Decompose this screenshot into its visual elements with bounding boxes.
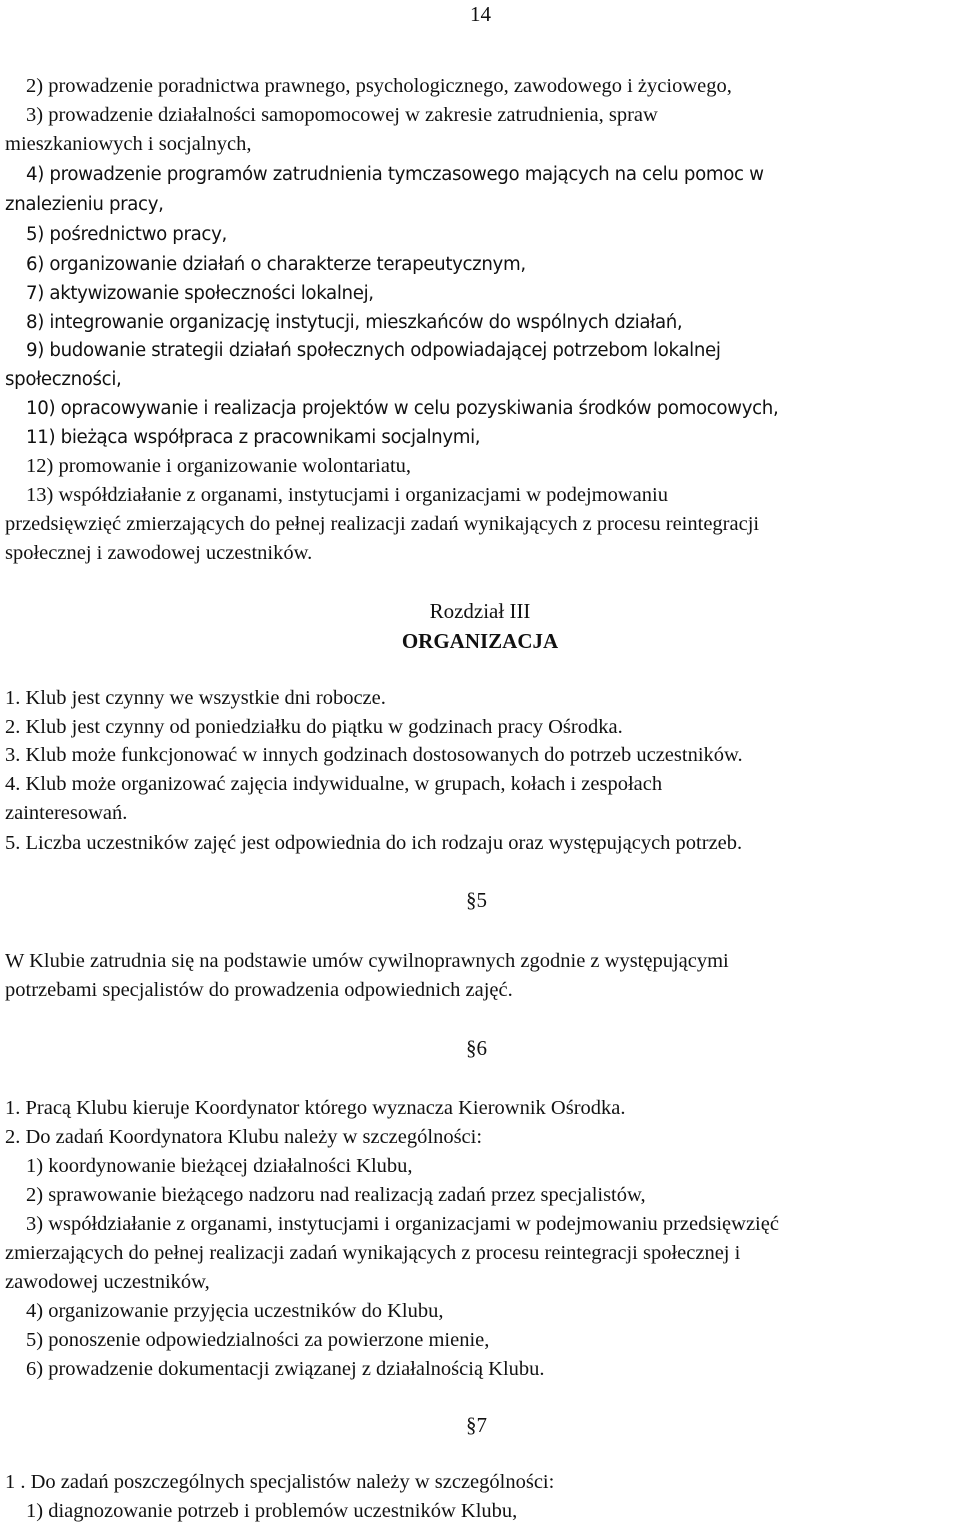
list-item: znalezieniu pracy,: [5, 194, 164, 215]
section6-text: zawodowej uczestników,: [5, 1271, 210, 1293]
section6-text: 2) sprawowanie bieżącego nadzoru nad realizacją zadań przez specjalistów,: [26, 1184, 646, 1206]
list-item: 6) organizowanie działań o charakterze terapeutycznym,: [26, 254, 526, 275]
list-item: 13) współdziałanie z organami, instytucjami i organizacjami w podejmowaniu: [26, 484, 668, 506]
section-sign-6: §6: [466, 1036, 487, 1060]
chapter-title: ORGANIZACJA: [401, 629, 559, 653]
chapter-label: Rozdział III: [429, 599, 531, 623]
list-item: 2) prowadzenie poradnictwa prawnego, psychologicznego, zawodowego i życiowego,: [26, 75, 732, 97]
list-item: 7) aktywizowanie społeczności lokalnej,: [26, 283, 374, 304]
organization-point: 2. Klub jest czynny od poniedziałku do piątku w godzinach pracy Ośrodka.: [5, 716, 623, 738]
section6-text: 3) współdziałanie z organami, instytucjami i organizacjami w podejmowaniu przedsięwzięć: [26, 1213, 779, 1235]
section6-text: 2. Do zadań Koordynatora Klubu należy w szczególności:: [5, 1126, 483, 1148]
list-item: mieszkaniowych i socjalnych,: [5, 133, 252, 155]
section-sign-7: §7: [466, 1413, 487, 1437]
list-item: społeczności,: [5, 369, 122, 390]
list-item: 9) budowanie strategii działań społecznych odpowiadającej potrzebom lokalnej: [26, 340, 721, 361]
section7-text: 1) diagnozowanie potrzeb i problemów uczestników Klubu,: [26, 1500, 518, 1522]
page-number: 14: [470, 2, 491, 26]
section5-text: potrzebami specjalistów do prowadzenia odpowiednich zajęć.: [5, 979, 513, 1001]
section6-text: 1) koordynowanie bieżącej działalności Klubu,: [26, 1155, 413, 1177]
list-item: przedsięwzięć zmierzających do pełnej realizacji zadań wynikających z procesu reintegracji: [5, 513, 760, 535]
organization-point: zainteresowań.: [5, 802, 128, 824]
list-item: społecznej i zawodowej uczestników.: [5, 542, 313, 564]
section6-text: 5) ponoszenie odpowiedzialności za powierzone mienie,: [26, 1329, 490, 1351]
organization-point: 1. Klub jest czynny we wszystkie dni robocze.: [5, 687, 386, 709]
organization-point: 5. Liczba uczestników zajęć jest odpowiednia do ich rodzaju oraz występujących potrzeb.: [5, 832, 743, 854]
section7-text: 1 . Do zadań poszczególnych specjalistów należy w szczególności:: [5, 1471, 555, 1493]
section6-text: zmierzających do pełnej realizacji zadań wynikających z procesu reintegracji społecznej i: [5, 1242, 741, 1264]
organization-point: 4. Klub może organizować zajęcia indywidualne, w grupach, kołach i zespołach: [5, 773, 663, 795]
list-item: 11) bieżąca współpraca z pracownikami socjalnymi,: [26, 427, 481, 448]
list-item: 10) opracowywanie i realizacja projektów w celu pozyskiwania środków pomocowych,: [26, 398, 779, 419]
section-sign-5: §5: [466, 888, 487, 912]
section6-text: 1. Pracą Klubu kieruje Koordynator którego wyznacza Kierownik Ośrodka.: [5, 1097, 626, 1119]
organization-point: 3. Klub może funkcjonować w innych godzinach dostosowanych do potrzeb uczestników.: [5, 744, 743, 766]
list-item: 4) prowadzenie programów zatrudnienia tymczasowego mających na celu pomoc w: [26, 164, 764, 185]
section5-text: W Klubie zatrudnia się na podstawie umów cywilnoprawnych zgodnie z występującymi: [5, 950, 729, 972]
section6-text: 4) organizowanie przyjęcia uczestników do Klubu,: [26, 1300, 444, 1322]
list-item: 3) prowadzenie działalności samopomocowej w zakresie zatrudnienia, spraw: [26, 104, 658, 126]
list-item: 8) integrowanie organizację instytucji, mieszkańców do wspólnych działań,: [26, 312, 683, 333]
list-item: 12) promowanie i organizowanie wolontariatu,: [26, 455, 412, 477]
list-item: 5) pośrednictwo pracy,: [26, 224, 227, 245]
section6-text: 6) prowadzenie dokumentacji związanej z działalnością Klubu.: [26, 1358, 545, 1380]
